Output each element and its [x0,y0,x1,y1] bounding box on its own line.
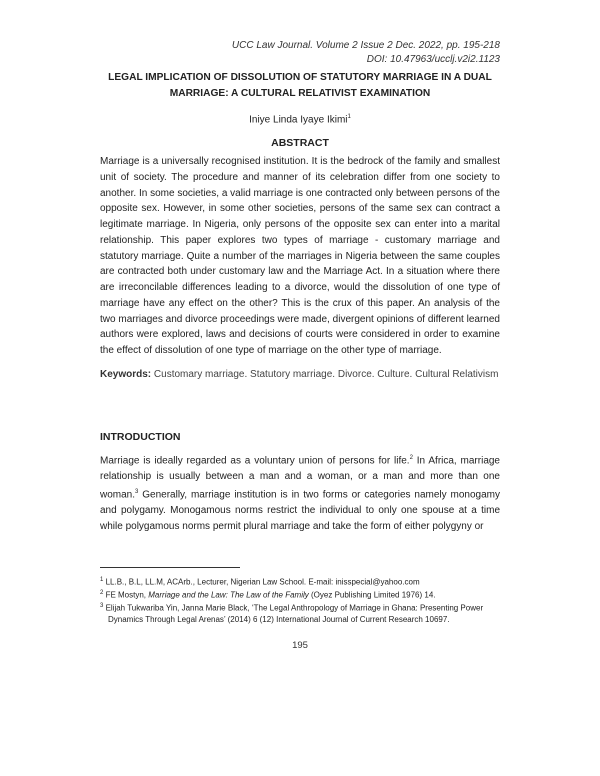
keywords [100,367,500,382]
footnote-divider [100,567,240,568]
footnote-2-text-a: FE Mostyn, [103,590,149,600]
footnotes [100,575,505,626]
footnote-3-line-2: Dynamics Through Legal Arenas’ (2014) 6 (12) International Journal of Current Research 10697. [108,615,450,625]
abstract-body: Marriage is a universally recognised institution. It is the bedrock of the family and smallest unit of society. The procedure and manner of its celebration differ from one society to another. In some societies, a valid marriage is one contracted only between persons of the opposite sex. However, in some other societies, persons of the same sex can contract a legitimate marriage. In Nigeria, only persons of the opposite sex can enter into a marital relationship. This paper explores two types of marriage - customary marriage and statutory marriage. Quite a number of the marriages in Nigeria between the same couples are contracted both under customary law and the Marriage Act. In a situation where there are irreconcilable differences leading to a divorce, would the dissolution of one type of marriage have any effect on the other? This is the crux of this paper. An analysis of the two marriages and divorce proceedings were made, divergent opinions of different learned authors were explored, laws and decisions of courts were considered in order to examine the effect of dissolution of one type of marriage on the other type of marriage. [100,156,500,356]
keywords-label: Keywords: [100,369,152,380]
footnote-2-text-b: (Oyez Publishing Limited 1976) 14. [308,590,436,600]
page-number: 195 [292,640,308,651]
footnote-marker-3[interactable]: 3 [135,488,139,495]
journal-doi: DOI: 10.47963/ucclj.v2i2.1123 [366,54,500,65]
author-footnote-marker[interactable]: 1 [347,114,351,120]
abstract-heading: ABSTRACT [271,137,329,149]
article-title-line-1: LEGAL IMPLICATION OF DISSOLUTION OF STATUTORY MARRIAGE IN A DUAL [108,72,492,83]
intro-sentence-2: In Africa, marriage relationship is usually between a man and a woman, or a man and more than one woman. [100,455,500,501]
footnote-2 [100,588,505,601]
article-title-line-2: MARRIAGE: A CULTURAL RELATIVIST EXAMINATION [169,88,431,99]
footnote-1 [100,575,505,588]
footnote-marker-2[interactable]: 2 [409,455,413,461]
footnote-3 [100,601,505,625]
footnote-1-text: LL.B., B.L, LL.M, ACArb., Lecturer, Nigerian Law School. E-mail: inisspecial@yahoo.com [103,577,420,587]
journal-citation: UCC Law Journal. Volume 2 Issue 2 Dec. 2022, pp. 195-218 [231,40,500,51]
footnote-2-number: 2 [100,590,104,597]
article-title [100,70,500,102]
footnote-2-book-title: Marriage and the Law: The Law of the Family [148,590,309,600]
footnote-3-line-1: Elijah Tukwariba Yin, Janna Marie Black, ‘The Legal Anthropology of Marriage in Ghana: Presenting Power [103,603,484,613]
intro-sentence-3: Generally, marriage institution is in two forms or categories namely monogamy and polygamy. Monogamous norms restrict the individual to only one spouse at a time while polygamous norms permit plural marriage and take the form of either polygyny or [100,489,500,532]
footnote-1-number: 1 [100,577,104,583]
keywords-list: Customary marriage. Statutory marriage. Divorce. Culture. Cultural Relativism [153,369,499,380]
intro-sentence-1: Marriage is ideally regarded as a voluntary union of persons for life. [100,455,410,467]
footnote-3-number: 3 [100,603,104,610]
introduction-heading: INTRODUCTION [100,431,181,443]
author-name: Iniye Linda Iyaye Ikimi [249,114,348,126]
author-line [100,110,500,127]
journal-header [232,39,500,67]
introduction-body [100,451,500,534]
